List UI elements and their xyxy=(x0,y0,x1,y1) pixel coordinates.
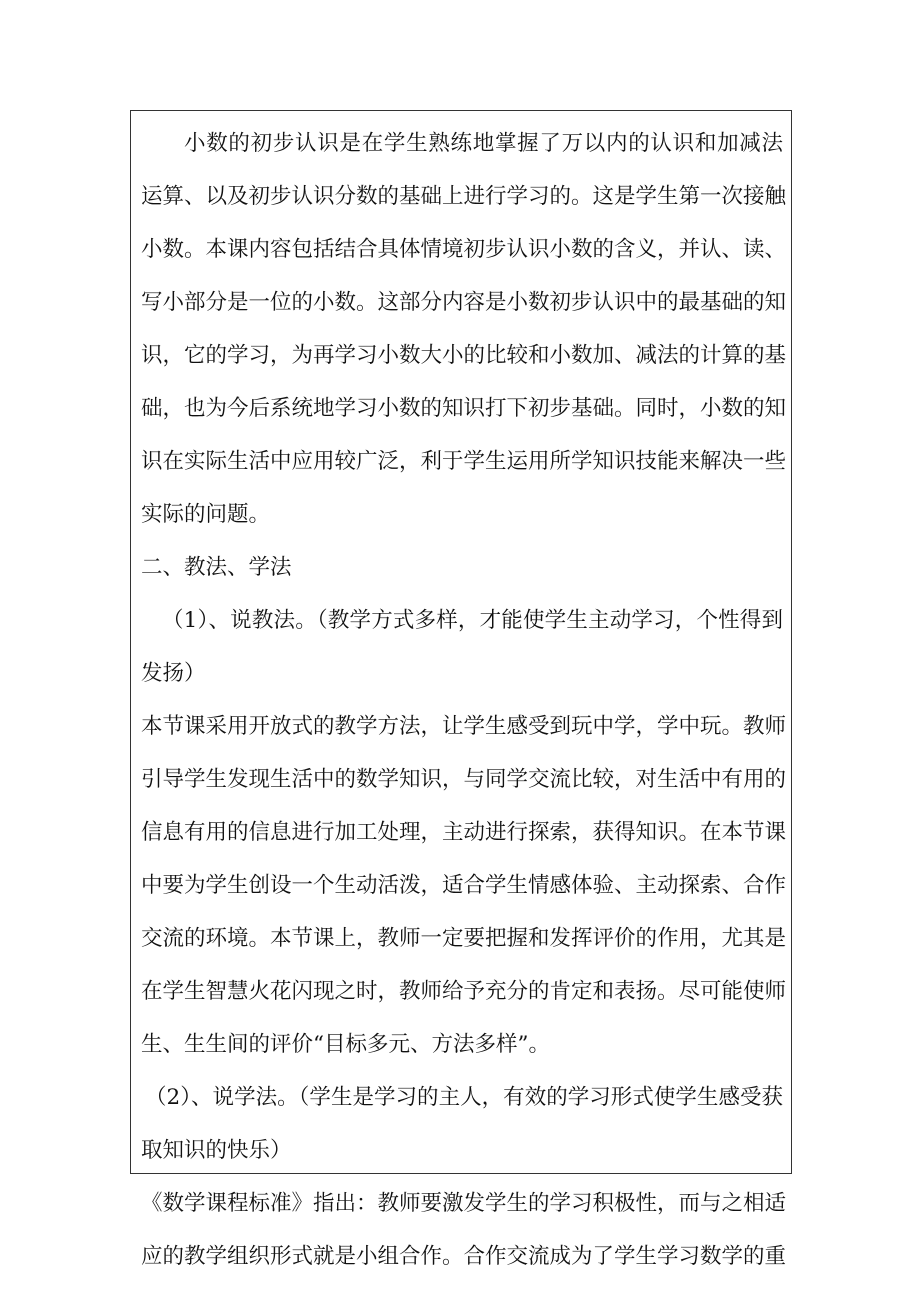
text-line: 发扬） xyxy=(141,661,206,686)
subsection-heading: （2）、说学法。（学生是学习的主人，有效的学习形式使学生感受获 xyxy=(145,1085,783,1110)
text-line: 识，它的学习，为再学习小数大小的比较和小数加、减法的计算的基 xyxy=(141,343,787,368)
text-line: 引导学生发现生活中的数学知识，与同学交流比较，对生活中有用的 xyxy=(141,767,787,792)
content-box xyxy=(130,110,792,1269)
subsection-heading: （1）、说教法。（教学方式多样，才能使学生主动学习，个性得到 xyxy=(162,608,783,633)
text-line: 小数。本课内容包括结合具体情境初步认识小数的含义，并认、读、 xyxy=(141,237,787,262)
text-line: 应的教学组织形式就是小组合作。合作交流成为了学生学习数学的重 xyxy=(141,1244,787,1269)
text-line: 本节课采用开放式的教学方法，让学生感受到玩中学，学中玩。教师 xyxy=(141,714,787,739)
text-line: 中要为学生创设一个生动活泼，适合学生情感体验、主动探索、合作 xyxy=(141,873,787,898)
text-line: 交流的环境。本节课上，教师一定要把握和发挥评价的作用，尤其是 xyxy=(141,926,787,951)
text-line: 取知识的快乐） xyxy=(141,1138,292,1163)
text-line: 识在实际生活中应用较广泛，利于学生运用所学知识技能来解决一些 xyxy=(141,449,787,474)
text-line: 小数的初步认识是在学生熟练地掌握了万以内的认识和加减法 xyxy=(184,131,783,156)
document-text xyxy=(141,117,787,1283)
text-line: 生、生生间的评价“目标多元、方法多样”。 xyxy=(141,1032,550,1057)
text-line: 《数学课程标准》指出：教师要激发学生的学习积极性，而与之相适 xyxy=(141,1191,787,1216)
text-line: 写小部分是一位的小数。这部分内容是小数初步认识中的最基础的知 xyxy=(141,290,787,315)
text-line: 运算、以及初步认识分数的基础上进行学习的。这是学生第一次接触 xyxy=(141,184,787,209)
text-line: 实际的问题。 xyxy=(141,502,271,527)
section-heading: 二、教法、学法 xyxy=(141,555,292,580)
text-line: 在学生智慧火花闪现之时，教师给予充分的肯定和表扬。尽可能使师 xyxy=(141,979,787,1004)
text-line: 础，也为今后系统地学习小数的知识打下初步基础。同时，小数的知 xyxy=(141,396,787,421)
text-line: 信息有用的信息进行加工处理，主动进行探索，获得知识。在本节课 xyxy=(141,820,787,845)
